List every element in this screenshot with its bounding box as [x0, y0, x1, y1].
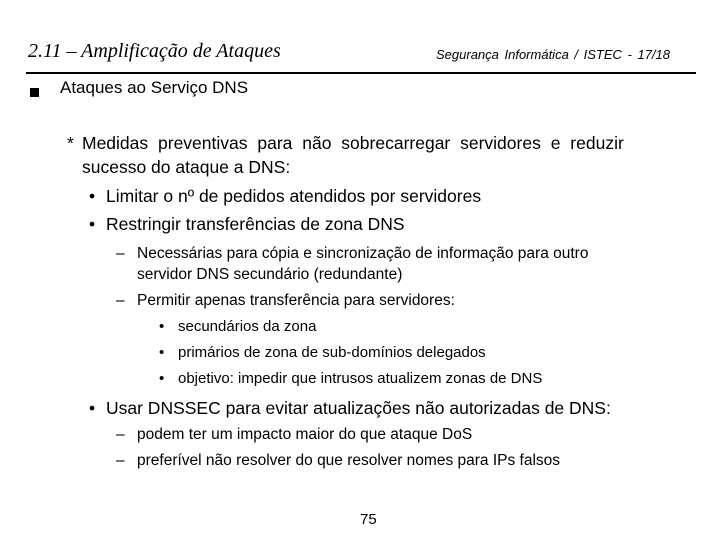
- bullet-2: Restringir transferências de zona DNS: [106, 214, 405, 234]
- level1-heading: Ataques ao Serviço DNS: [60, 78, 249, 97]
- bullet-marker: •: [89, 398, 96, 418]
- star-line-2: sucesso do ataque a DNS:: [82, 157, 291, 177]
- sub-bullet-marker: •: [159, 318, 165, 335]
- slide-title: 2.11 – Amplificação de Ataques: [28, 40, 281, 62]
- header-divider: [26, 72, 696, 74]
- square-bullet-icon: [30, 88, 39, 97]
- b3-dash-1: podem ter um impacto maior do que ataque DoS: [137, 426, 473, 443]
- sub-bullet-marker: •: [159, 344, 165, 361]
- bullet-marker: •: [89, 214, 96, 234]
- bullet-3: Usar DNSSEC para evitar atualizações não autorizadas de DNS:: [106, 398, 611, 418]
- sub-item-3: objetivo: impedir que intrusos atualizem zonas de DNS: [178, 370, 543, 387]
- bullet-1: Limitar o nº de pedidos atendidos por servidores: [106, 186, 482, 206]
- page-number: 75: [360, 511, 377, 528]
- dash-marker: –: [116, 426, 125, 443]
- dash-marker: –: [116, 245, 125, 262]
- b3-dash-2: preferível não resolver do que resolver nomes para IPs falsos: [137, 452, 561, 469]
- star-line-1: Medidas preventivas para não sobrecarregar servidores e reduzir: [82, 133, 624, 153]
- sub-item-2: primários de zona de sub-domínios delegados: [178, 344, 486, 361]
- course-info: Segurança Informática / ISTEC - 17/18: [436, 47, 670, 62]
- b2-dash-2: Permitir apenas transferência para servidores:: [137, 292, 455, 309]
- dash-marker: –: [116, 452, 125, 469]
- sub-bullet-marker: •: [159, 370, 165, 387]
- b2-dash-1-line-2: servidor DNS secundário (redundante): [137, 266, 403, 283]
- star-marker: *: [67, 133, 74, 153]
- dash-marker: –: [116, 292, 125, 309]
- sub-item-1: secundários da zona: [178, 318, 317, 335]
- bullet-marker: •: [89, 186, 96, 206]
- b2-dash-1-line-1: Necessárias para cópia e sincronização de informação para outro: [137, 245, 589, 262]
